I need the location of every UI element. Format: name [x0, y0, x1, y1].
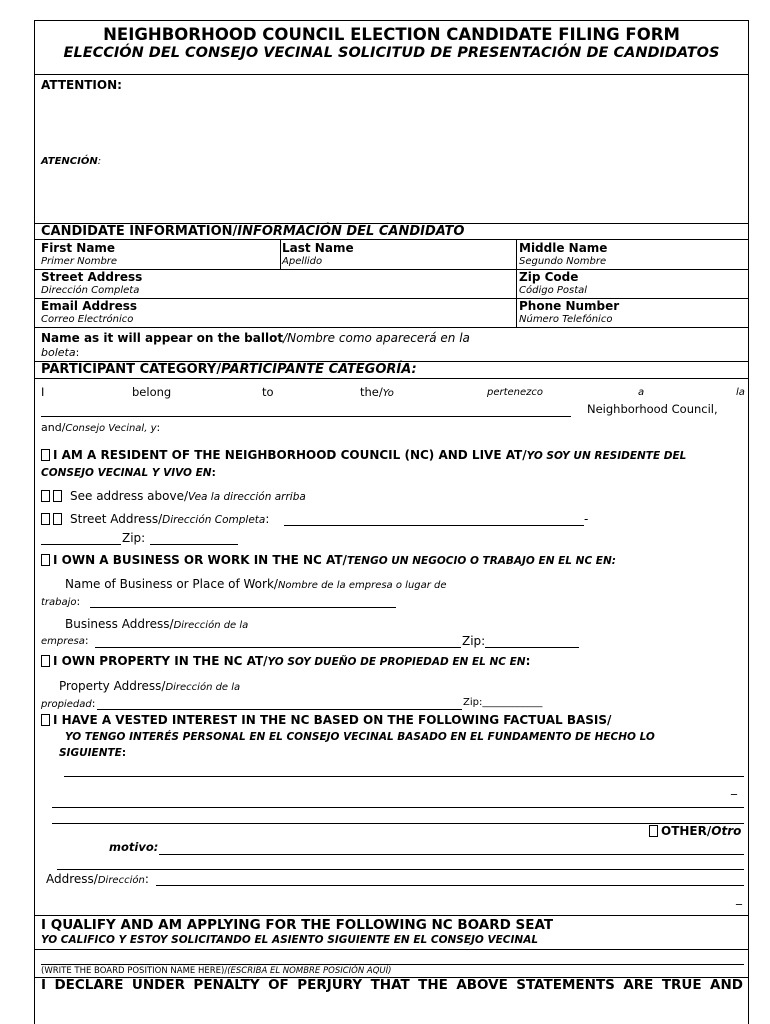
last-name-label: Last Name	[282, 241, 354, 255]
resident-street-line[interactable]	[284, 525, 584, 526]
vested-line[interactable]	[52, 823, 744, 824]
business-zip-label: Zip:	[462, 634, 486, 648]
belong-word: la	[736, 387, 745, 398]
belong-word: the/Yo	[360, 385, 394, 399]
nc-name-line[interactable]	[41, 416, 571, 417]
qualify-heading: I QUALIFY AND AM APPLYING FOR THE FOLLOWING NC BOARD SEAT	[41, 917, 554, 933]
other-checkbox[interactable]	[649, 825, 658, 837]
board-seat-line[interactable]	[41, 964, 744, 965]
resident-label-es: CONSEJO VECINAL Y VIVO EN:	[41, 467, 216, 479]
phone-label-es: Número Telefónico	[519, 314, 613, 325]
street-address-label-es: Dirección Completa	[41, 285, 140, 296]
nc-label: Neighborhood Council,	[587, 402, 718, 416]
other-address-label: Address/Dirección:	[46, 872, 149, 886]
and-label: and/Consejo Vecinal, y:	[41, 421, 161, 434]
belong-word: pertenezco	[487, 387, 544, 398]
resident-dash: -	[584, 512, 589, 526]
attention-label-es: ATENCIÓN:	[41, 156, 102, 167]
form-title-es: ELECCIÓN DEL CONSEJO VECINAL SOLICITUD DE PRESENTACIÓN DE CANDIDATOS	[63, 45, 720, 61]
business-address-label: Business Address/Dirección de la	[65, 617, 249, 631]
other-option[interactable]: OTHER/Otro	[649, 825, 741, 837]
email-label-es: Correo Electrónico	[41, 314, 134, 325]
property-address-label: Property Address/Dirección de la	[59, 679, 241, 693]
business-name-line[interactable]	[90, 607, 396, 608]
form-frame	[34, 20, 749, 1024]
other-dash: _	[736, 891, 742, 905]
business-zip-line[interactable]	[485, 647, 579, 648]
belong-word: to	[262, 385, 274, 399]
resident-option[interactable]: I AM A RESIDENT OF THE NEIGHBORHOOD COUNCIL (NC) AND LIVE AT/YO SOY UN RESIDENTE DEL	[41, 449, 686, 462]
business-address-line[interactable]	[95, 647, 461, 648]
belong-word: I	[41, 385, 45, 399]
vested-label-es2: SIGUIENTE:	[59, 747, 127, 759]
vested-line[interactable]	[64, 776, 744, 777]
street-address-label: Street Address	[41, 270, 143, 284]
property-option[interactable]: I OWN PROPERTY IN THE NC AT/YO SOY DUEÑO DE PROPIEDAD EN EL NC EN:	[41, 655, 530, 668]
other-address-line[interactable]	[156, 885, 744, 886]
first-name-label: First Name	[41, 241, 116, 255]
middle-name-label: Middle Name	[519, 241, 608, 255]
vested-label-es: YO TENGO INTERÉS PERSONAL EN EL CONSEJO VECINAL BASADO EN EL FUNDAMENTO DE HECHO LO	[65, 731, 655, 743]
resident-city-line[interactable]	[41, 544, 121, 545]
motivo-line[interactable]	[159, 854, 744, 855]
first-name-label-es: Primer Nombre	[41, 256, 118, 267]
phone-label: Phone Number	[519, 299, 620, 313]
last-name-label-es: Apellido	[282, 256, 323, 267]
business-checkbox[interactable]	[41, 554, 50, 566]
business-option[interactable]: I OWN A BUSINESS OR WORK IN THE NC AT/TENGO UN NEGOCIO O TRABAJO EN EL NC EN:	[41, 554, 616, 567]
resident-checkbox[interactable]	[41, 449, 50, 461]
belong-word: belong	[132, 385, 172, 399]
street-address-checkbox[interactable]	[41, 513, 50, 525]
candidate-section-heading: CANDIDATE INFORMATION/INFORMACIÓN DEL CANDIDATO	[41, 224, 465, 239]
property-checkbox[interactable]	[41, 655, 50, 667]
business-address-label-es: empresa:	[41, 634, 89, 647]
zip-code-label: Zip Code	[519, 270, 579, 284]
declaration-text: I DECLARE UNDER PENALTY OF PERJURY THAT THE ABOVE STATEMENTS ARE TRUE AND	[41, 977, 743, 993]
other-line[interactable]	[57, 869, 744, 870]
ballot-name-label-es: boleta:	[41, 346, 80, 359]
vested-line[interactable]	[52, 807, 744, 808]
business-name-label-es: trabajo:	[41, 595, 81, 608]
street-address-checkbox[interactable]	[53, 513, 62, 525]
board-seat-hint: (WRITE THE BOARD POSITION NAME HERE)/(ESCRIBA EL NOMBRE POSICIÓN AQUÍ)	[41, 966, 392, 976]
qualify-heading-es: YO CALIFICO Y ESTOY SOLICITANDO EL ASIENTO SIGUIENTE EN EL CONSEJO VECINAL	[41, 934, 539, 946]
zip-code-label-es: Código Postal	[519, 285, 588, 296]
property-address-label-es: propiedad:	[41, 697, 96, 710]
attention-label: ATTENTION:	[41, 78, 122, 92]
see-address-checkbox[interactable]	[53, 490, 62, 502]
resident-zip-label: Zip:	[122, 531, 146, 545]
business-name-label: Name of Business or Place of Work/Nombre de la empresa o lugar de	[65, 577, 447, 591]
property-zip-label: Zip:____________	[463, 697, 543, 708]
see-address-option[interactable]: See address above/Vea la dirección arriba	[41, 490, 306, 503]
resident-zip-line[interactable]	[150, 544, 238, 545]
belong-word: a	[638, 387, 645, 398]
vested-dash: _	[731, 781, 737, 795]
motivo-label: motivo:	[109, 840, 159, 854]
participant-section-heading: PARTICIPANT CATEGORY/PARTICIPANTE CATEGORÍA:	[41, 362, 417, 377]
vested-option[interactable]: I HAVE A VESTED INTEREST IN THE NC BASED ON THE FOLLOWING FACTUAL BASIS/	[41, 714, 611, 726]
ballot-name-label: Name as it will appear on the ballot/Nombre como aparecerá en la	[41, 331, 470, 345]
street-address-option[interactable]: Street Address/Dirección Completa:	[41, 513, 269, 526]
property-address-line[interactable]	[97, 709, 462, 710]
form-title: NEIGHBORHOOD COUNCIL ELECTION CANDIDATE FILING FORM	[103, 25, 680, 44]
middle-name-label-es: Segundo Nombre	[519, 256, 607, 267]
see-address-checkbox[interactable]	[41, 490, 50, 502]
vested-checkbox[interactable]	[41, 714, 50, 726]
email-label: Email Address	[41, 299, 138, 313]
